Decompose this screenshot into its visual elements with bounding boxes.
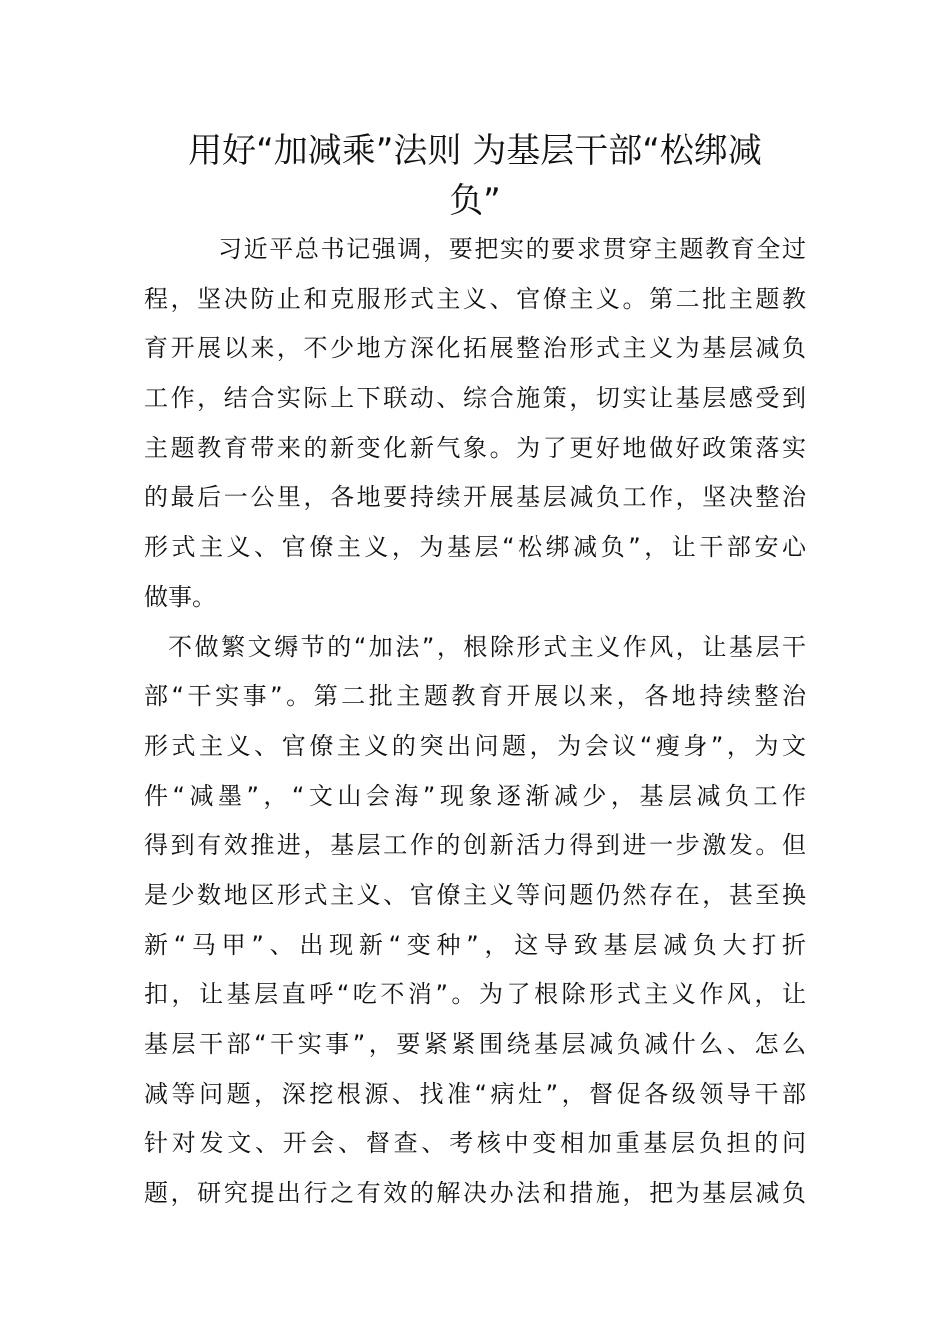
- paragraph-1-line: 做事。: [144, 582, 216, 611]
- paragraph-2-line: 件“减墨”，“文山会海”现象逐渐减少，基层减负工作: [144, 781, 806, 810]
- document-body: [144, 225, 806, 1219]
- paragraph-2-line: 不做繁文缛节的“加法”，根除形式主义作风，让基层干: [168, 632, 806, 661]
- paragraph-1-line: 主题教育带来的新变化新气象。为了更好地做好政策落实: [144, 433, 806, 462]
- paragraph-1-line: 习近平总书记强调，要把实的要求贯穿主题教育全过: [218, 235, 806, 263]
- paragraph-2-line: 基层干部“干实事”，要紧紧围绕基层减负减什么、怎么: [144, 1030, 806, 1058]
- title-line: 用好“加减乘”法则 为基层干部“松绑减: [188, 131, 762, 171]
- paragraph-2-line: 形式主义、官僚主义的突出问题，为会议“瘦身”，为文: [144, 731, 806, 760]
- paragraph-2-line: 是少数地区形式主义、官僚主义等问题仍然存在，甚至换: [144, 880, 806, 909]
- paragraph-1-line: 的最后一公里，各地要持续开展基层减负工作，坚决整治: [144, 483, 806, 512]
- paragraph-1-line: 形式主义、官僚主义，为基层“松绑减负”，让干部安心: [144, 533, 806, 562]
- paragraph-1-line: 育开展以来，不少地方深化拓展整治形式主义为基层减负: [144, 334, 806, 363]
- paragraph-2-line: 新“马甲”、出现新“变种”，这导致基层减负大打折: [144, 930, 806, 959]
- paragraph-1-line: 程，坚决防止和克服形式主义、官僚主义。第二批主题教: [144, 284, 806, 313]
- paragraph-2-line: 得到有效推进，基层工作的创新活力得到进一步激发。但: [144, 831, 806, 860]
- paragraph-2-line: 扣，让基层直呼“吃不消”。为了根除形式主义作风，让: [144, 980, 806, 1009]
- title-line: 负”: [449, 181, 501, 221]
- document-title: [144, 126, 806, 226]
- paragraph-2-line: 题，研究提出行之有效的解决办法和措施，把为基层减负: [144, 1179, 806, 1208]
- paragraph-2-line: 部“干实事”。第二批主题教育开展以来，各地持续整治: [144, 682, 806, 711]
- paragraph-1-line: 工作，结合实际上下联动、综合施策，切实让基层感受到: [144, 384, 806, 413]
- paragraph-2-line: 减等问题，深挖根源、找准“病灶”，督促各级领导干部: [144, 1079, 806, 1108]
- paragraph-2-line: 针对发文、开会、督查、考核中变相加重基层负担的问: [144, 1129, 806, 1158]
